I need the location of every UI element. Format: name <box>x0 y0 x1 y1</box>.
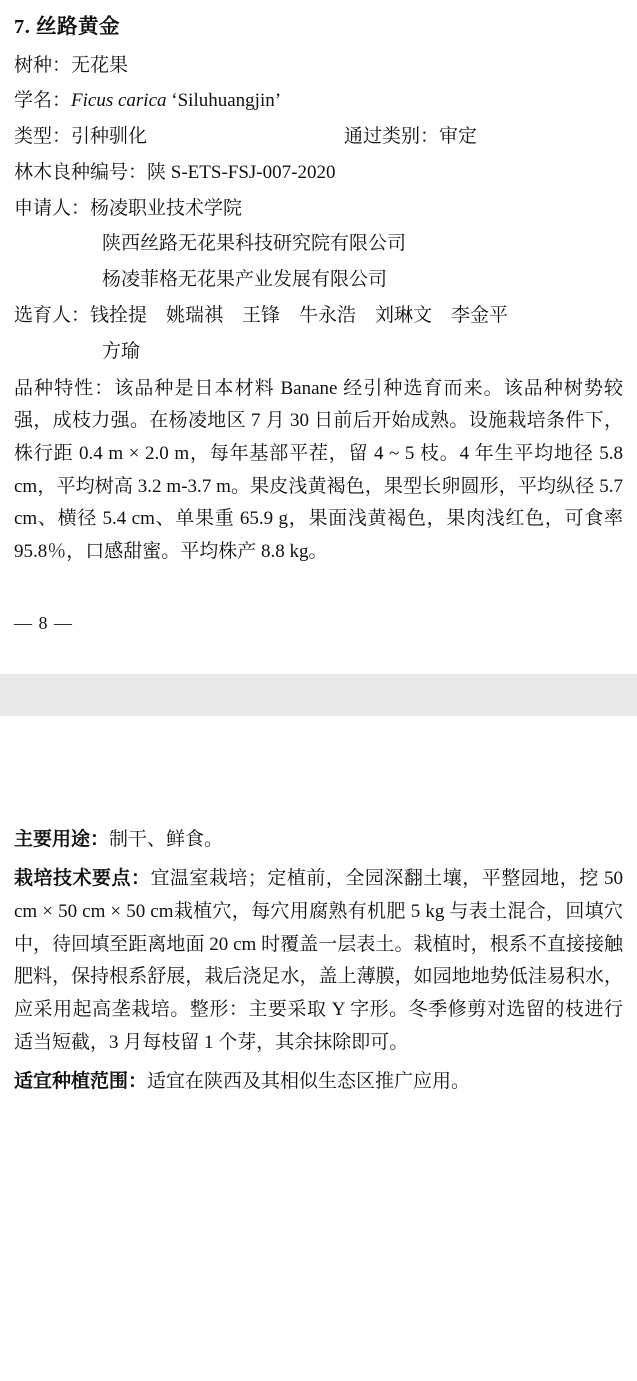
page-title: 7. 丝路黄金 <box>14 16 120 38</box>
section-characteristics-text: 该品种是日本材料 Banane 经引种选育而来。该品种树势较强，成枝力强。在杨凌地区 7 月 30 日前后开始成熟。设施栽培条件下，株行距 0.4 m × 2.0 m，每年基部平茬，留 4 ~ 5 枝。4 年生平均地径 5.8 cm，平均树高 3.2 m-3.7 m。果皮浅黄褐色，果型长卵圆形，平均纵径 5.7 cm、横径 5.4 cm、单果重 65.9 g，果面浅黄褐色，果肉浅红色，可食率 95.8％，口感甜蜜。平均株产 8.8 kg。 <box>14 377 623 562</box>
field-scientific-name-latin: Ficus carica <box>71 90 167 112</box>
section-main-use-text: 制干、鲜食。 <box>109 828 224 850</box>
page-break-band <box>0 674 637 716</box>
section-characteristics <box>14 373 623 569</box>
section-cultivation-text: 宜温室栽培；定植前，全园深翻土壤，平整园地，挖 50 cm × 50 cm × 50 cm栽植穴，每穴用腐熟有机肥 5 kg 与表土混合，回填穴中，待回填至距离地面 20 cm 时覆盖一层表土。栽植时，根系不直接接触肥料，保持根系舒展，栽后浇足水，盖上薄膜，如园地地势低洼易积水，应采用起高垄栽培。整形：主要采取 Y 字形。冬季修剪对选留的枝进行适当短截，3 月每枝留 1 个芽，其余抹除即可。 <box>14 868 623 1053</box>
field-applicant-second: 陕西丝路无花果科技研究院有限公司 <box>102 233 407 255</box>
field-species-value: 无花果 <box>71 54 129 76</box>
field-type-label: 类型： <box>14 126 72 148</box>
field-cultivar-name: ‘Siluhuangjin’ <box>171 90 282 112</box>
field-species <box>14 51 623 82</box>
field-breeders-names: 钱拴提 姚瑞祺 王锋 牛永浩 刘琳文 李金平 <box>90 305 509 326</box>
field-breeders-continued: 方瑜 <box>102 340 141 362</box>
field-type <box>14 122 344 153</box>
section-suitable-area-text: 适宜在陕西及其相似生态区推广应用。 <box>147 1071 471 1093</box>
page-top-section <box>0 0 637 634</box>
field-applicant-first: 杨凌职业技术学院 <box>90 197 243 219</box>
section-main-use-label: 主要用途： <box>14 828 110 850</box>
field-scientific-name-label: 学名： <box>14 90 72 112</box>
field-approval-category-value: 审定 <box>439 126 478 148</box>
section-suitable-area-label: 适宜种植范围： <box>14 1071 148 1093</box>
section-cultivation-label: 栽培技术要点： <box>14 868 151 890</box>
page-bottom-section <box>0 716 637 1099</box>
field-seed-code-label: 林木良种编号： <box>14 161 148 183</box>
field-breeders <box>14 301 623 332</box>
section-characteristics-label: 品种特性： <box>14 377 115 399</box>
field-type-value: 引种驯化 <box>71 126 148 148</box>
field-approval-category <box>344 122 623 153</box>
field-species-label: 树种： <box>14 54 72 76</box>
field-applicant-third: 杨凌菲格无花果产业发展有限公司 <box>102 269 388 291</box>
field-seed-code <box>14 158 623 189</box>
field-approval-category-label: 通过类别： <box>344 126 440 148</box>
field-type-row <box>14 122 623 153</box>
section-suitable-area <box>14 1066 623 1099</box>
field-scientific-name <box>14 86 623 117</box>
field-seed-code-value: 陕 S-ETS-FSJ-007-2020 <box>147 161 336 183</box>
field-applicant <box>14 194 623 225</box>
page-number: — 8 — <box>14 612 73 633</box>
section-main-use <box>14 824 623 857</box>
section-cultivation <box>14 863 623 1059</box>
field-breeders-label: 选育人： <box>14 305 91 326</box>
field-applicant-label: 申请人： <box>14 197 91 219</box>
